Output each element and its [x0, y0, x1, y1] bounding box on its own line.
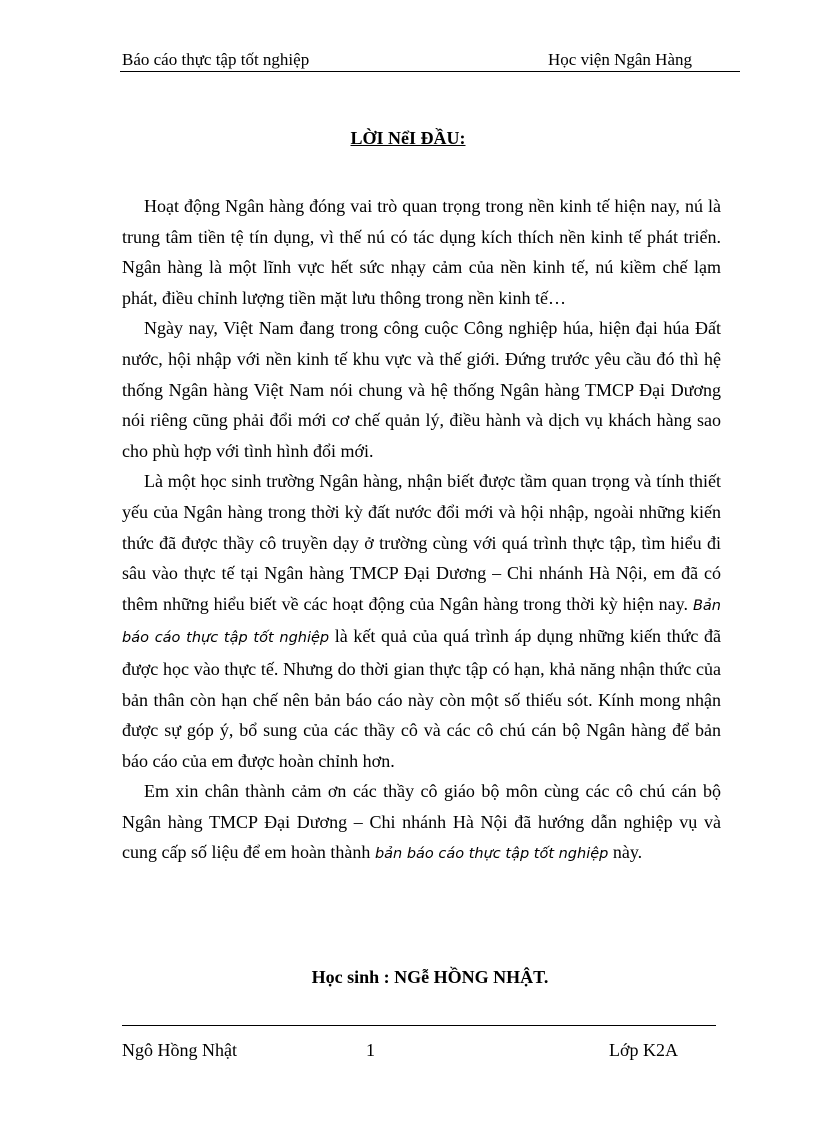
paragraph-2: Ngày nay, Việt Nam đang trong công cuộc Công nghiệp húa, hiện đại húa Đất nước, hội nhập với nền kinh tế khu vực và thế giới. Đứng trước yêu cầu đó thì hệ thống Ngân hàng Việt Nam nói chung và hệ thống Ngân hàng TMCP Đại Dương nói riêng cũng phải đổi mới cơ chế quản lý, điều hành và dịch vụ khách hàng sao cho phù hợp với tình hình đổi mới.: [122, 318, 721, 461]
paragraph-4-before: Em xin chân thành cảm ơn các thầy cô giáo bộ môn cùng các cô chú cán bộ Ngân hàng TMCP Đại Dương – Chi nhánh Hà Nội đã hướng dẫn nghiệp vụ và cung cấp số liệu để em hoàn thành: [122, 781, 721, 863]
paragraph-3: [122, 466, 721, 776]
page-number: 1: [366, 1040, 375, 1060]
footer-divider: [122, 1025, 716, 1026]
body-text: [122, 191, 721, 870]
paragraph-4: [122, 776, 721, 870]
paragraph-3-before: Là một học sinh trường Ngân hàng, nhận biết được tầm quan trọng và tính thiết yếu của Ngân hàng trong thời kỳ đất nước đổi mới và hội nhập, ngoài những kiến thức đã được thầy cô truyền dạy ở trường cùng với quá trình thực tập, tìm hiểu đi sâu vào thực tế tại Ngân hàng TMCP Đại Dương – Chi nhánh Hà Nội, em đã có thêm những hiểu biết về các hoạt động của Ngân hàng trong thời kỳ hiện nay.: [122, 471, 721, 614]
header-institution: Học viện Ngân Hàng: [548, 50, 692, 69]
header-document-title: Báo cáo thực tập tốt nghiệp: [122, 50, 310, 69]
paragraph-4-emphasis: bản báo cáo thực tập tốt nghiệp: [374, 846, 609, 863]
page-title: LỜI NểI ĐẦU:: [350, 128, 466, 148]
student-signature: Học sinh : NGễ HỒNG NHẬT.: [311, 967, 549, 987]
paragraph-1: Hoạt động Ngân hàng đóng vai trò quan trọng trong nền kinh tế hiện nay, nú là trung tâm tiền tệ tín dụng, vì thế nú có tác dụng kích thích nền kinh tế phát triển. Ngân hàng là một lĩnh vực hết sức nhạy cảm của nền kinh tế, nú kiềm chế lạm phát, điều chỉnh lượng tiền mặt lưu thông trong nền kinh tế…: [122, 196, 721, 308]
paragraph-3-after: là kết quả của quá trình áp dụng những kiến thức đã được học vào thực tế. Nhưng do thời gian thực tập có hạn, khả năng nhận thức của bản thân còn hạn chế nên bản báo cáo này còn một số thiếu sót. Kính mong nhận được sự góp ý, bổ sung của các thầy cô và các cô chú cán bộ Ngân hàng để bản báo cáo của em được hoàn chỉnh hơn.: [122, 626, 722, 771]
footer-author: Ngô Hồng Nhật: [122, 1040, 237, 1060]
footer-class: Lớp K2A: [609, 1040, 679, 1060]
paragraph-3-emphasis: Bản báo cáo thực tập tốt nghiệp: [122, 597, 721, 647]
header-divider: [120, 71, 740, 72]
paragraph-4-after: này.: [612, 842, 643, 863]
